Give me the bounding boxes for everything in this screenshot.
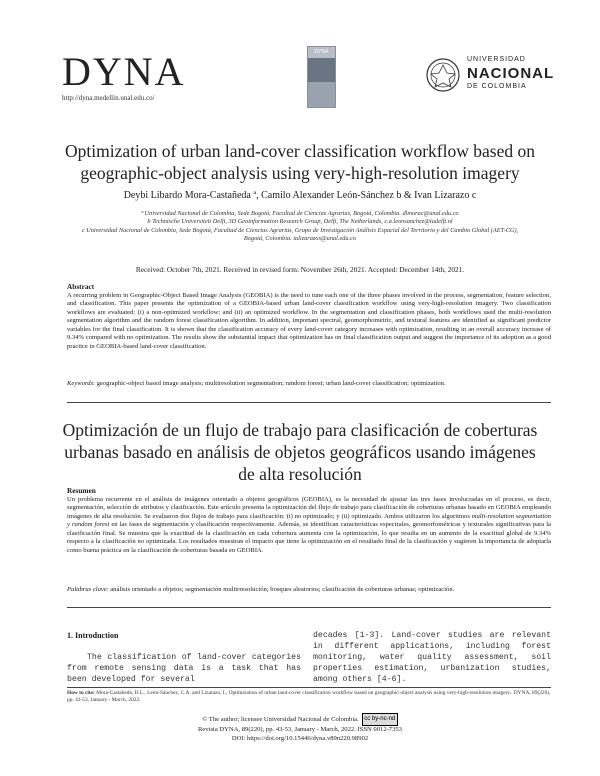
- affiliations: [75, 210, 525, 244]
- affiliation-a: ª Universidad Nacional de Colombia, Sede Bogotá, Facultad de Ciencias Agrarias, Bogotá, Colombia. dlmorac@unal.edu.co: [141, 210, 459, 217]
- doi-link[interactable]: DOI: https://doi.org/10.15446/dyna.v89n220.98902: [231, 734, 369, 742]
- journal-url[interactable]: http://dyna.medellin.unal.edu.co/: [62, 94, 155, 102]
- section-divider-2: [67, 607, 551, 608]
- intro-column-right: [313, 630, 551, 685]
- journal-citation-line: Revista DYNA, 89(220), pp. 43-53, January - March, 2022. ISSN 0012-7353: [197, 726, 402, 733]
- university-seal-icon: [425, 57, 461, 93]
- intro-paragraph-right: decades [1-3]. Land-cover studies are relevant in different applications, including forest monitoring, water quality assessment, soil properties estimation, urbanization studies, among others [4-6].: [313, 631, 551, 684]
- university-name: [467, 55, 554, 92]
- resumen-text-part2: en las fases de segmentación y clasificación respectivamente. Además, se identifican características espectrales, geomorfométricas y texturales significativas para la clasificación final. Se muestra que la exactitud de la clasificación en cada cobertura aumenta con la optimización, lo que resulta en un aumento de la exactitud global de 9.34% respecto a la clasificación no optimizada. Los resultados muestran el impacto que tiene la optimización en el resultado final de la clasificación y sugieren la importancia de adoptarla como buena práctica en la clasificación de coberturas basada en GEOBIA.: [67, 521, 551, 554]
- keywords-english: [67, 380, 551, 389]
- resumen-heading: Resumen: [67, 486, 96, 495]
- license-footer: [60, 713, 540, 743]
- license-line: [60, 713, 540, 726]
- resumen-text: [67, 496, 551, 556]
- abstract-text: A recurring problem in Geographic-Object Based Image Analysis (GEOBIA) is the need to tune each one of the three phases involved in the process, segmentation, feature selection, and classification. This paper presents the optimization of a GEOBIA-based urban land-cover classification workflow using very-high-resolution imagery. Two classification workflows are evaluated: (i) a non-optimized workflow; and (ii) an optimized workflow. In the segmentation and classification phases, both workflows used the multi-resolution segmentation algorithm and the random forest classification algorithm. In addition, important spectral, geomorphometric, and textural features are identified as significant predictor variables for the final classification. It is shown that the classification accuracy of every land-cover category increases with optimization, resulting in an overall accuracy increase of 9.34% compared with no optimization. The results show the substantial impact that optimization has on final classification output and suggest the importance of its adoption as a good practice in GEOBIA-based land-cover classification.: [67, 291, 551, 350]
- keywords-text: : geographic-object based image analysis; multiresolution segmentation; random forest; urban land-cover classification; optimization.: [93, 380, 446, 387]
- university-logo: [425, 55, 565, 101]
- intro-paragraph-left: The classification of land-cover categories from remote sensing data is a task that has been developed for several: [67, 653, 301, 684]
- how-to-cite: [67, 690, 551, 705]
- abstract-english: [67, 283, 551, 351]
- palabras-clave-label: Palabras clave: [67, 586, 107, 593]
- affiliation-c: c Universidad Nacional de Colombia, Sede Bogotá, Facultad de Ciencias Agrarias, Grupo de Investigación Análisis Espacial del Territorio y del Cambio Global (AET-CG), Bogotá, Colombia. ializarazos@unal.edu.co: [81, 226, 519, 243]
- introduction-heading: 1. Introduction: [67, 631, 119, 640]
- paper-title-english: Optimization of urban land-cover classification workflow based on geographic-object analysis using very-high-resolution imagery: [65, 141, 535, 183]
- footer-divider: [67, 687, 551, 688]
- university-name-line3: DE COLOMBIA: [467, 83, 527, 90]
- university-name-line2: NACIONAL: [467, 65, 555, 82]
- affiliation-b: b Technische Universiteit Delft, 3D Geoinformation Research Group, Delft, The Netherlands, c.a.leonsanchez@tudelft.nl: [147, 218, 453, 226]
- cover-title: DYNA: [314, 49, 329, 55]
- section-divider: [67, 402, 551, 403]
- cc-license-badge[interactable]: cc by-nc-nd: [362, 713, 398, 726]
- resumen-text-part1: Un problema recurrente en el análisis de imágenes orientado a objetos geográficos (GEOBIA), es la necesidad de ajustar las tres fases involucradas en el proceso, es decir, segmentación, selección de atributos y clasificación. Este artículo presenta la optimización del flujo de trabajo para clasificación de coberturas urbanas basado en GEOBIA empleando imágenes de alta resolución. Se evaluaron dos flujos de trabajo para clasificación: (i) no optimizado; y (ii) optimizado. Ambos utilizaron los algoritmos: [67, 495, 551, 520]
- paper-title-spanish: Optimización de un flujo de trabajo para clasificación de coberturas urbanas basado en análisis de objetos geográficos usando imágenes de alta resolución: [62, 420, 538, 484]
- how-to-cite-text: Mora-Castañeda, D.L., León-Sánchez, C.A. and Lizarazo, I., Optimization of urban land-cover classification workflow based on geographic-object analysis using very-high-resolution imagery.. DYNA, 89(220), pp. 43-53, January - March, 2022.: [67, 690, 551, 704]
- keywords-spanish: [67, 586, 551, 595]
- university-name-line1: UNIVERSIDAD: [467, 56, 526, 63]
- author-list: Deybi Libardo Mora-Castañeda ª, Camilo Alexander León-Sánchez b & Ivan Lizarazo c: [123, 190, 477, 201]
- license-text: © The author; licensee Universidad Nacional de Colombia.: [202, 716, 359, 724]
- palabras-clave-text: : análisis orientado a objetos; segmentación multirresolución; bosques aleatorios; clasificación de coberturas urbanas; optimización.: [106, 586, 455, 593]
- abstract-heading: Abstract: [67, 282, 95, 291]
- intro-column-left: [67, 652, 301, 685]
- how-to-cite-label: How to cite:: [67, 690, 95, 696]
- dyna-logo-text: DYNA: [62, 49, 186, 94]
- resumen-text-italic: multi-resolution segmentation y random forest: [67, 512, 551, 528]
- journal-cover-thumbnail: [307, 46, 336, 108]
- received-dates: Received: October 7th, 2021. Received in revised form: November 26th, 2021. Accepted: December 14th, 2021.: [135, 265, 465, 274]
- abstract-spanish: [67, 487, 551, 555]
- keywords-label: Keywords: [67, 380, 94, 387]
- dyna-logo: [62, 49, 212, 102]
